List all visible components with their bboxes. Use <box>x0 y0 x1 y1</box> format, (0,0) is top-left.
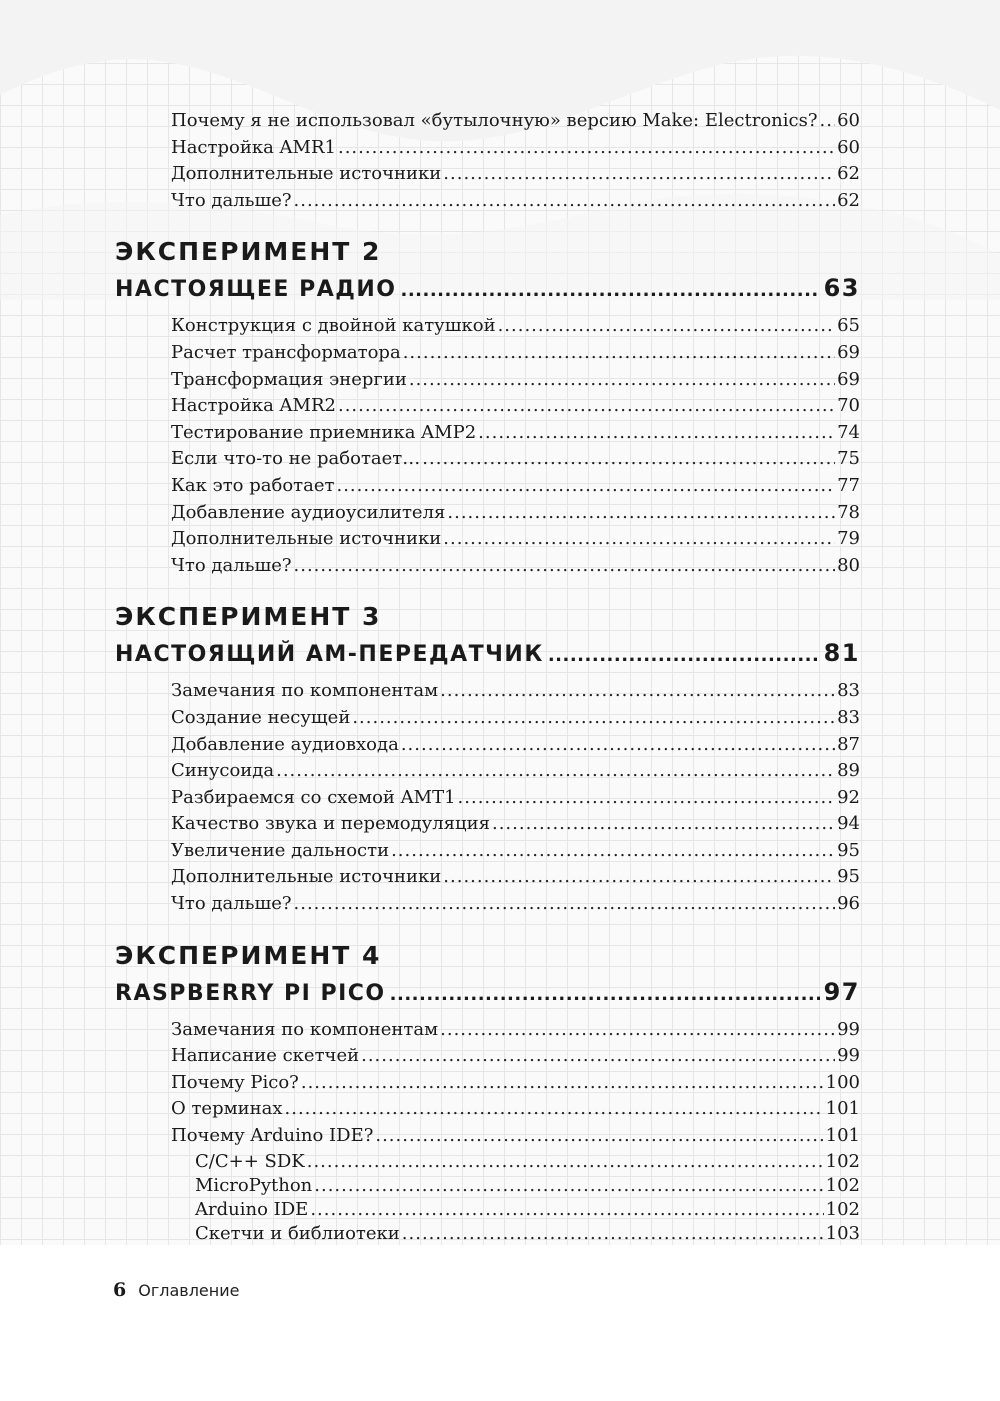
toc-entry[interactable]: Написание скетчей ..... 99 <box>171 1043 860 1070</box>
toc-entry[interactable]: Дополнительные источники ..... 95 <box>171 864 860 891</box>
toc-entry[interactable]: Качество звука и перемодуляция ..... 94 <box>171 811 860 838</box>
toc-entry[interactable]: Увеличение дальности ..... 95 <box>171 838 860 865</box>
toc-subentry[interactable]: MicroPython ..... 102 <box>195 1174 860 1198</box>
page-footer <box>113 1279 239 1301</box>
toc-entry[interactable]: Дополнительные источники ..... 79 <box>171 526 860 553</box>
toc-entry[interactable]: Почему Pico? ..... 100 <box>171 1070 860 1097</box>
toc-subentry[interactable]: Скетчи и библиотеки ..... 103 <box>195 1222 860 1246</box>
toc-entry[interactable]: Расчет трансформатора ..... 69 <box>171 340 860 367</box>
toc-entry[interactable]: О терминах ..... 101 <box>171 1096 860 1123</box>
toc-entry[interactable]: Добавление аудиоусилителя ..... 78 <box>171 500 860 527</box>
toc-entry[interactable]: Конструкция с двойной катушкой ..... 65 <box>171 313 860 340</box>
toc-section-continued <box>115 108 860 214</box>
chapter-number: ЭКСПЕРИМЕНТ 2 <box>115 237 382 267</box>
chapter-number: ЭКСПЕРИМЕНТ 3 <box>115 602 382 632</box>
toc-entry[interactable]: Что дальше? ..... 62 <box>171 188 860 215</box>
toc-entry[interactable]: Трансформация энергии ..... 69 <box>171 367 860 394</box>
toc-entry[interactable]: Создание несущей ..... 83 <box>171 705 860 732</box>
toc-entry[interactable]: Почему я не использовал «бутылочную» версию Make: Electronics? ..... 60 <box>171 108 860 135</box>
toc-entry[interactable]: Разбираемся со схемой AMT1 ..... 92 <box>171 785 860 812</box>
toc-entry[interactable]: Что дальше? ..... 96 <box>171 891 860 918</box>
toc-content <box>115 108 860 1246</box>
footer-label: Оглавление <box>138 1281 240 1300</box>
chapter-title[interactable]: НАСТОЯЩЕЕ РАДИО ..... 63 <box>115 270 860 309</box>
toc-entry[interactable]: Настройка AMR2 ..... 70 <box>171 393 860 420</box>
toc-entry[interactable]: Тестирование приемника AMP2 ..... 74 <box>171 420 860 447</box>
chapter-entries <box>115 313 860 579</box>
toc-entry[interactable]: Что дальше? ..... 80 <box>171 553 860 580</box>
chapter-title[interactable]: RASPBERRY PI PICO ..... 97 <box>115 974 860 1013</box>
toc-entry[interactable]: Замечания по компонентам ..... 83 <box>171 678 860 705</box>
toc-subentry[interactable]: Arduino IDE ..... 102 <box>195 1198 860 1222</box>
toc-entry[interactable]: Как это работает ..... 77 <box>171 473 860 500</box>
chapter-title[interactable]: НАСТОЯЩИЙ АМ-ПЕРЕДАТЧИК ..... 81 <box>115 635 860 674</box>
toc-entry[interactable]: Настройка AMR1 ..... 60 <box>171 135 860 162</box>
toc-entry[interactable]: Если что-то не работает… ..... 75 <box>171 446 860 473</box>
toc-entry[interactable]: Добавление аудиовхода ..... 87 <box>171 732 860 759</box>
chapter-entries <box>115 1017 860 1246</box>
toc-entry[interactable]: Дополнительные источники ..... 62 <box>171 161 860 188</box>
chapter-entries <box>115 678 860 917</box>
toc-entry[interactable]: Синусоида ..... 89 <box>171 758 860 785</box>
footer-page-number: 6 <box>113 1279 127 1301</box>
toc-subentry[interactable]: C/C++ SDK ..... 102 <box>195 1150 860 1174</box>
toc-entry[interactable]: Замечания по компонентам ..... 99 <box>171 1017 860 1044</box>
chapter-number: ЭКСПЕРИМЕНТ 4 <box>115 940 382 970</box>
toc-entry[interactable]: Почему Arduino IDE? ..... 101 <box>171 1123 860 1150</box>
